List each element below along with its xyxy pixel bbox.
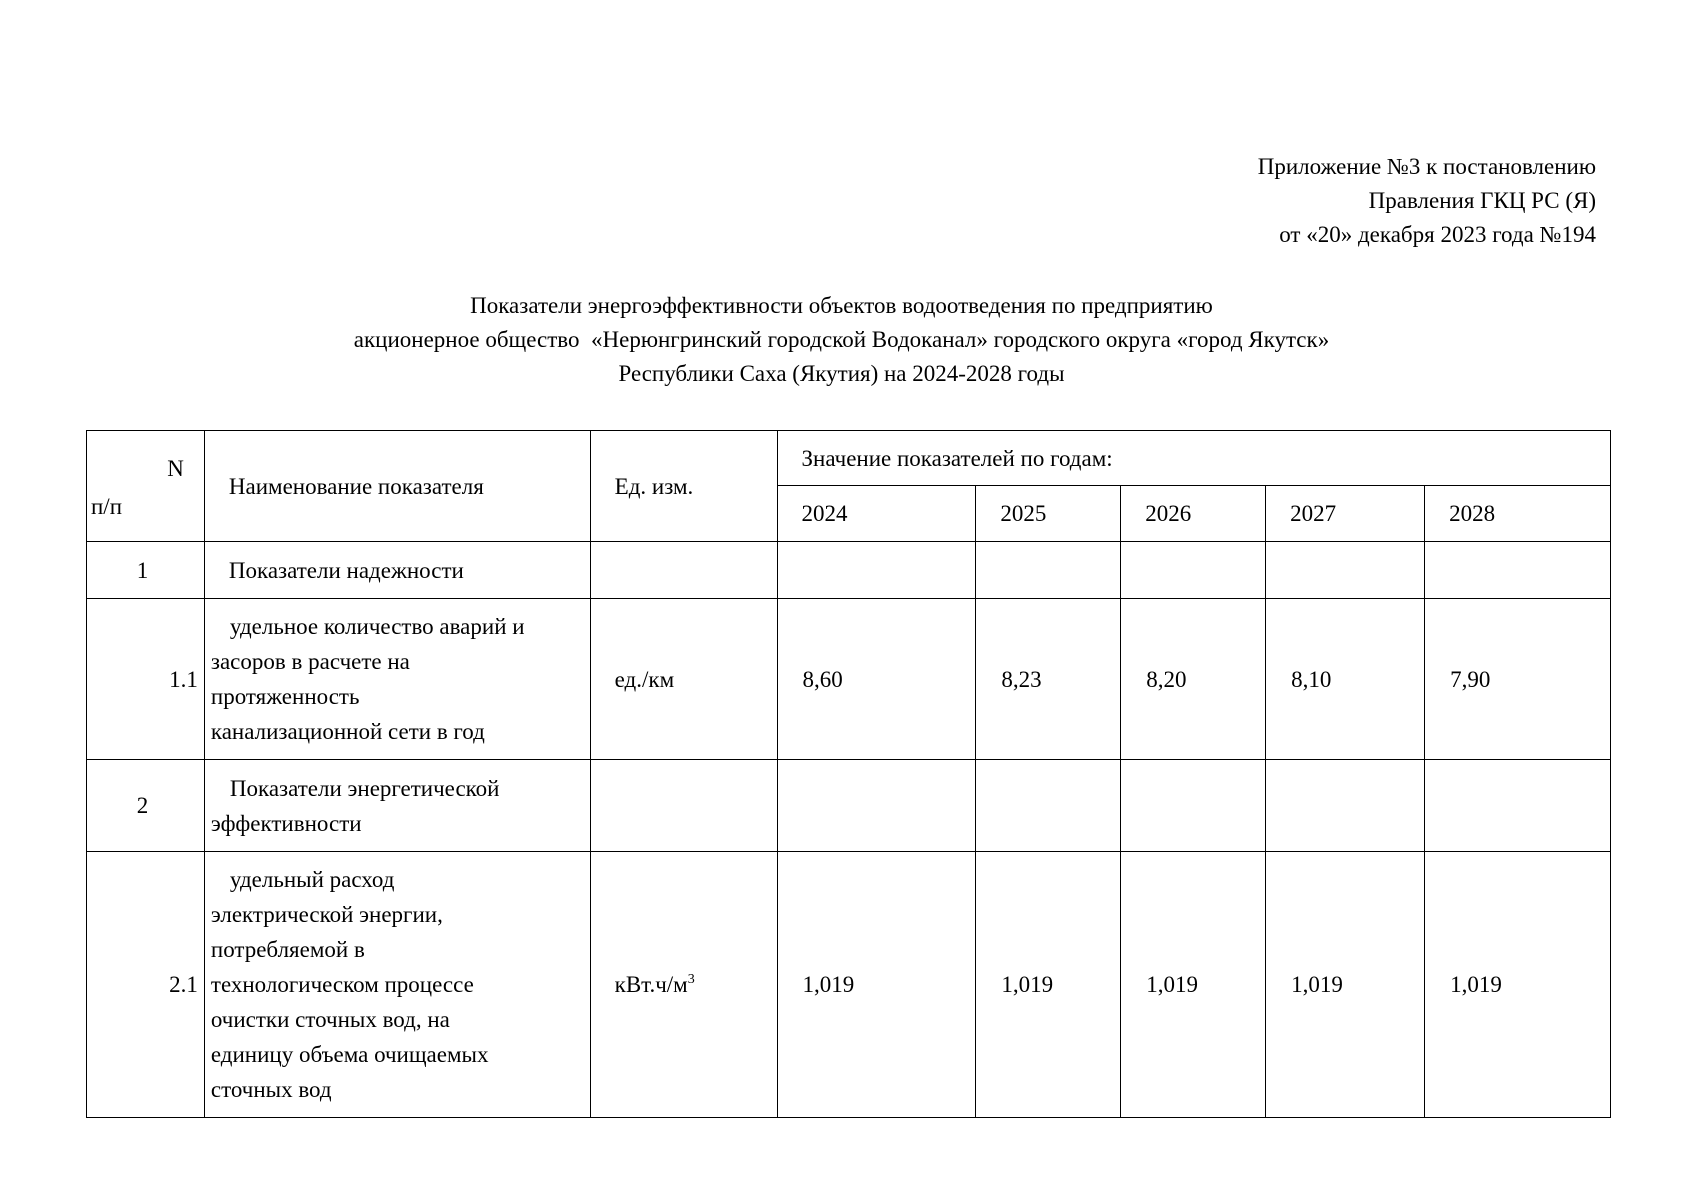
row-name-line: Показатели энергетической (229, 775, 500, 801)
indicators-table (86, 430, 1611, 1118)
row-unit-base: кВт.ч/м (614, 972, 688, 997)
header-values-group: Значение показателей по годам: (777, 431, 1610, 486)
row-name (204, 760, 590, 852)
row-name (204, 599, 590, 760)
header-row-1 (87, 431, 1611, 486)
row-value-2026: 1,019 (1121, 852, 1266, 1118)
row-name: Показатели надежности (204, 542, 590, 599)
title-line-2: акционерное общество «Нерюнгринский городской Водоканал» городского округа «город Якутск» (353, 327, 1330, 352)
row-value-2025 (976, 760, 1121, 852)
row-name-line: засоров в расчете на (210, 649, 410, 674)
row-name-line: канализационной сети в год (210, 719, 485, 744)
row-name-line: технологическом процессе (210, 972, 474, 997)
row-value-2024: 8,60 (777, 599, 976, 760)
row-num: 1 (87, 542, 205, 599)
row-num: 2.1 (87, 852, 205, 1118)
row-unit (590, 542, 777, 599)
row-name-line: эффективности (210, 810, 362, 836)
row-num: 2 (87, 760, 205, 852)
row-value-2025 (976, 542, 1121, 599)
row-name-line: потребляемой в (210, 937, 365, 962)
header-unit: Ед. изм. (590, 431, 777, 542)
appendix-line-2: Правления ГКЦ РС (Я) (1368, 188, 1596, 213)
row-value-2028 (1425, 542, 1611, 599)
appendix-line-3: от «20» декабря 2023 года №194 (1279, 222, 1596, 247)
appendix-line-1: Приложение №3 к постановлению (1257, 154, 1596, 179)
document-title (0, 289, 1697, 391)
row-value-2028: 7,90 (1425, 599, 1611, 760)
header-year-2025: 2025 (976, 486, 1121, 542)
row-value-2024: 1,019 (777, 852, 976, 1118)
row-value-2026: 8,20 (1121, 599, 1266, 760)
row-value-2026 (1121, 542, 1266, 599)
row-name-line: удельный расход (229, 867, 395, 892)
header-year-2028: 2028 (1425, 486, 1611, 542)
row-unit (590, 852, 777, 1118)
header-num-top: N (167, 456, 184, 481)
row-name-line: единицу объема очищаемых (210, 1042, 489, 1067)
row-value-2028: 1,019 (1425, 852, 1611, 1118)
row-value-2025: 1,019 (976, 852, 1121, 1118)
row-unit-superscript: 3 (687, 972, 695, 987)
appendix-note (1258, 150, 1596, 252)
row-unit: ед./км (590, 599, 777, 760)
row-value-2028 (1425, 760, 1611, 852)
table-row (87, 542, 1611, 599)
row-name-line: сточных вод (210, 1077, 332, 1102)
table-row (87, 760, 1611, 852)
row-unit (590, 760, 777, 852)
header-num-bottom: п/п (91, 494, 123, 519)
row-name-line: очистки сточных вод, на (210, 1007, 450, 1032)
row-value-2027 (1266, 542, 1425, 599)
header-num-cell (87, 431, 205, 542)
row-value-2027: 8,10 (1266, 599, 1425, 760)
row-value-2025: 8,23 (976, 599, 1121, 760)
table-row (87, 599, 1611, 760)
header-year-2027: 2027 (1266, 486, 1425, 542)
row-value-2027 (1266, 760, 1425, 852)
row-name (204, 852, 590, 1118)
row-value-2024 (777, 542, 976, 599)
row-name-line: удельное количество аварий и (229, 614, 525, 639)
table-row (87, 852, 1611, 1118)
row-name-line: электрической энергии, (210, 902, 443, 927)
header-year-2026: 2026 (1121, 486, 1266, 542)
header-year-2024: 2024 (777, 486, 976, 542)
title-line-3: Республики Саха (Якутия) на 2024-2028 годы (618, 361, 1065, 386)
row-value-2026 (1121, 760, 1266, 852)
row-value-2024 (777, 760, 976, 852)
title-line-1: Показатели энергоэффективности объектов водоотведения по предприятию (470, 293, 1213, 318)
row-name-line: протяженность (210, 684, 360, 709)
row-num: 1.1 (87, 599, 205, 760)
header-name: Наименование показателя (204, 431, 590, 542)
row-value-2027: 1,019 (1266, 852, 1425, 1118)
